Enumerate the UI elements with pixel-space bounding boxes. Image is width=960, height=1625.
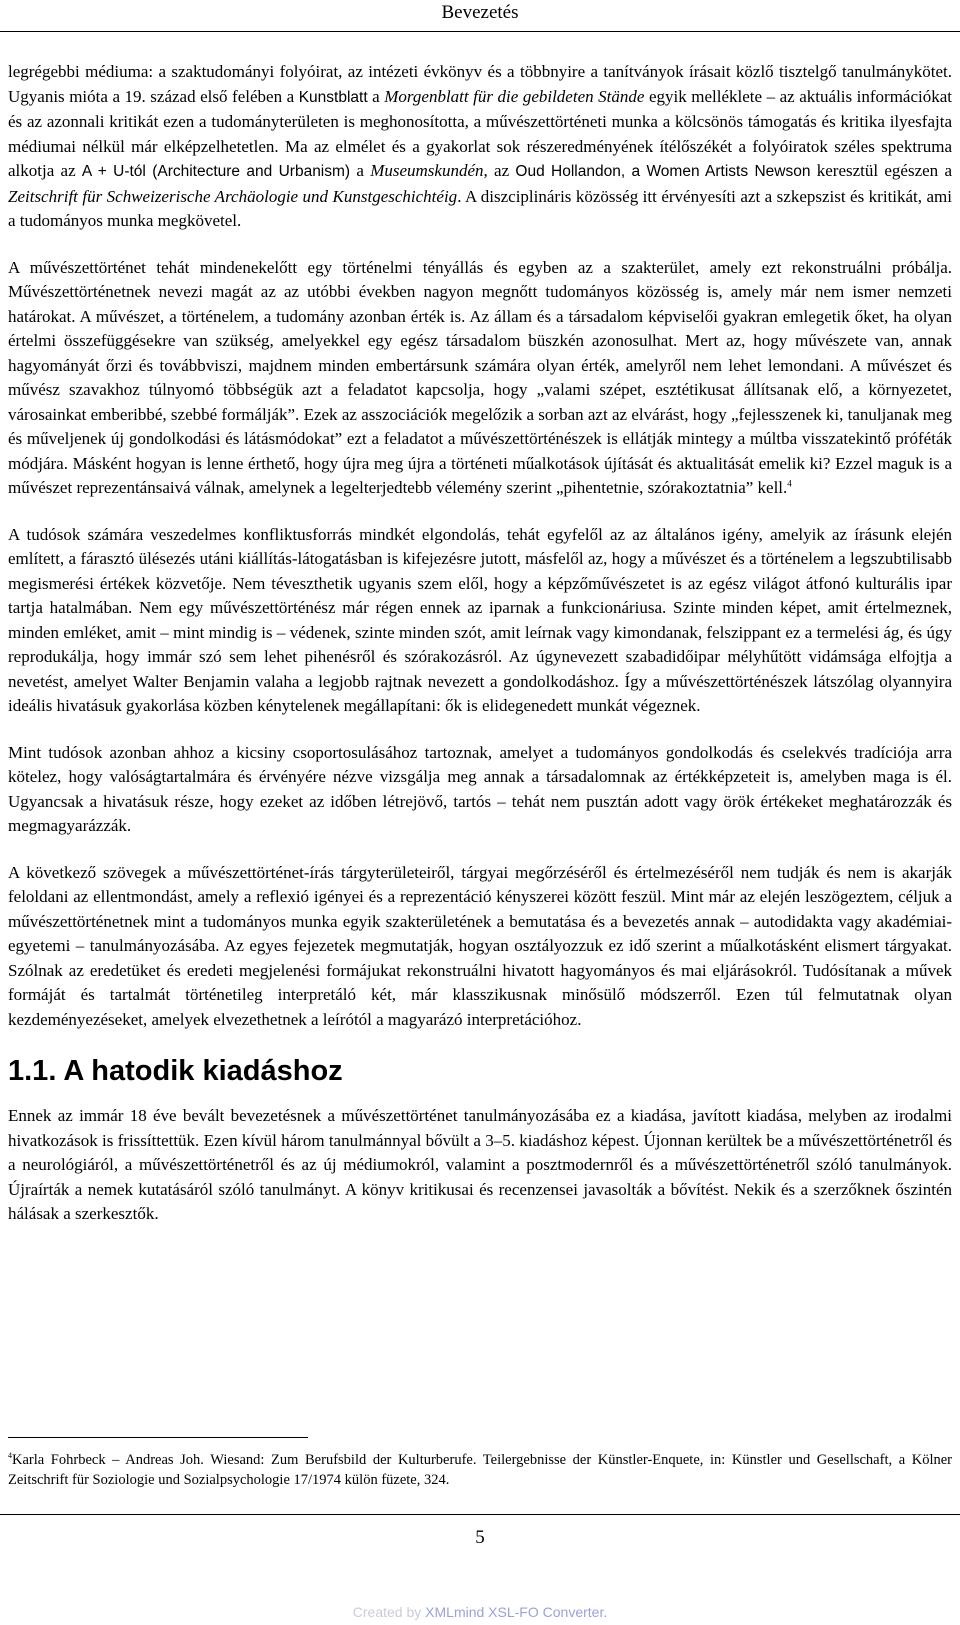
museumskunde-title: Museumskundén — [370, 161, 484, 180]
credit-link[interactable]: XMLmind XSL-FO Converter. — [425, 1604, 608, 1620]
footnote-reference[interactable]: 4 — [787, 478, 792, 489]
footnote-text: Karla Fohrbeck – Andreas Joh. Wiesand: Zum Berufsbild der Kulturberufe. Teilergebnisse der Künstler-Enquete, in: Künstler und Gesellschaft, a Kölner Zeitschrift für Soziologie und Sozialpsychologie 17/1974 külön füzete, 324. — [8, 1452, 952, 1488]
paragraph-1-text-d: a — [350, 161, 371, 180]
footer-divider — [0, 1514, 960, 1515]
header-divider — [0, 31, 960, 32]
page-body — [8, 60, 952, 1249]
zeitschrift-title: Zeitschrift für Schweizerische Archäologie und Kunstgeschichtéig — [8, 186, 458, 206]
footnote — [8, 1450, 952, 1490]
section-heading: 1.1. A hatodik kiadáshoz — [8, 1055, 343, 1087]
paragraph-3: A tudósok számára veszedelmes konfliktusforrás mindkét elgondolás, tehát egyfelől az az általános igény, amelyik az írásunk elején említett, a fárasztó ülésezés utáni kiállítás-látogatásban is kifejezésre jutott, másfelől az, hogy a művészet és a történelem a legszubtilisabb megismerési értékek közvetője. Nem téveszthetik ugyanis szem elől, hogy a képzőművészetet is az egész világot átfonó kulturális ipar tartja hatalmában. Nem egy művészettörténész már régen ennek az iparnak a funkcionáriusa. Szinte minden képet, amit értelmeznek, minden emléket, amit – mint mindig is – védenek, szinte minden szót, amit leírnak vagy kimondanak, felszippant ez a termelési ág, és úgy reprodukálja, hogy immár szó sem lehet pihenésről és szórakozásról. Az úgynevezett szabadidőipar mélyhűtött vidámsága elfojtja a nevetést, amelyet Walter Benjamin valaha a legjobb rajtnak nevezett a gondolkodáshoz. Így a művészettörténészek látszólag olyannyira ideális hivatásuk gyakorlása közben kénytelenek megállapítani: ők is elidegenedett munkát végeznek. — [8, 524, 952, 715]
running-header: Bevezetés — [441, 2, 519, 23]
oud-holland-title: Oud Hollandon, a Women Artists Newson — [515, 163, 811, 180]
paragraph-1-text-a: legrégebbi médiuma: a szaktudományi folyóirat, az intézeti évkönyv és a többnyire a tanítványok írásait közlő tisztelgő tanulmánykötet. Ugyanis mióta a 19. század első felében a — [8, 62, 952, 106]
kunstblatt-title: Kunstblatt — [298, 88, 368, 106]
paragraph-1-text-c: egyik melléklete – az aktuális információkat és az azonnali kritikát ezen a tudományterületen is meghonosította, a művészettörténeti munka a kölcsönös támogatás és kritika ilyesfajta médiumai nélkül már elképzelhetetlen. Ma az elmélet és a gyakorlat sok részeredményének ítélőszékét a folyóiratok széles spektruma alkotja az — [8, 86, 953, 180]
paragraph-1 — [8, 60, 952, 234]
paragraph-1-text-g: . A diszciplináris közösség itt érvényesíti azt a szkepszist és kritikát, ami a tudományos munka megkövetel. — [8, 186, 952, 230]
architecture-urbanism-title: A + U-tól (Architecture and Urbanism) — [81, 163, 351, 180]
paragraph-1-text-e: , az — [483, 161, 516, 180]
paragraph-2-text: A művészettörténet tehát mindenekelőtt egy történelmi tényállás és egyben az a szakterület, amely ezt rekonstruálni próbálja. Művészettörténetnek nevezi magát az az utóbbi években nagyon megnőtt tudományos közösség is, amely már nem ismer nemzeti határokat. A művészet, a történelem, a tudomány azonban érték is. Az állam és a társadalom képviselői gyakran emlegetik őket, ha olyan értelmi összefüggésekre van szükség, amelyekkel egy egész társadalom büszkén azonosulhat. Mert az, hogy művészete van, annak hagyományát őrzi és továbbviszi, majdnem minden embertársunk számára olyan érték, amelyről nem lehet lemondani. A művészet és művész szavakhoz túlnyomó többségük azt a feladatot kapcsolja, hogy „valami szépet, esztétikusat állítsanak elő, a környezetet, városainkat emberibbé, szebbé formálják”. Ezek az asszociációk megelőzik a sorban azt az elvárást, hogy „fejlesszenek ki, tanuljanak meg és műveljenek új gondolkodási és látásmódokat” ezt a feladatot a művészettörténészek is ellátják mintegy a múltba visszatekintő próféták módjára. Másként hogyan is lenne érthető, hogy újra meg újra a történeti műalkotások újítását és aktualitását emelik ki? Ezzel maguk is a művészet reprezentánsaivá válnak, amelynek a legelterjedtebb vélemény szerint „pihentetnie, szórakoztatnia” kell. — [8, 257, 952, 497]
section-paragraph: Ennek az immár 18 éve bevált bevezetésnek a művészettörténet tanulmányozásába ez a kiadása, javított kiadása, melyben az irodalmi hivatkozások is frissíttettük. Ezen kívül három tanulmánnyal bővült a 3–5. kiadáshoz képest. Újonnan kerültek be a művészettörténetről és a neurológiáról, a művészettörténetről és az új médiumokról, valamint a posztmodernről és a művészettörténetről szóló tanulmányok. Újraírták a nemek kutatásáról szóló tanulmányt. A könyv kritikusai és recenzensei javasolták a bővítést. Nekik és a szerzőknek őszintén hálásak a szerkesztők. — [8, 1106, 952, 1223]
paragraph-1-text-b: a — [367, 86, 385, 106]
page-number: 5 — [475, 1527, 485, 1548]
paragraph-2 — [8, 256, 952, 501]
footnote-divider — [8, 1437, 308, 1438]
footnote-number: 4 — [8, 1451, 12, 1461]
paragraph-4: Mint tudósok azonban ahhoz a kicsiny csoportosulásához tartoznak, amelyet a tudományos gondolkodás és cselekvés tradíciója arra kötelez, hogy valóságtartalmára és érvényére nézve vizsgálja meg annak a társadalomnak az értékképzeteit is, amelyben maga is él. Ugyancsak a hivatásuk része, hogy ezeket az időben létrejövő, tartós – tehát nem pusztán adott vagy örök értékeket meghatározzák és megmagyarázzák. — [8, 742, 952, 835]
morgenblatt-title: Morgenblatt für die gebildeten Stände — [384, 86, 645, 106]
paragraph-5: A következő szövegek a művészettörténet-írás tárgyterületeiről, tárgyai megőrzéséről és értelmezéséről nem tudják és nem is akarják feloldani az ellentmondást, amely a reflexió igényei és a reprezentáció kényszerei között feszül. Mint már az elején leszögeztem, céljuk a művészettörténetnek mint a tudományos munka egyik szakterületének a bemutatása és a bevezetés annak – autodidakta vagy akadémiai-egyetemi – tanulmányozásába. Az egyes fejezetek megmutatják, hogyan osztályozzuk ez idő szerint a műalkotásként elismert tárgyakat. Szólnak az eredetüket és eredeti megjelenési formájukat rekonstruálni hivatott hagyományos és mai eljárásokról. Tudósítanak a művek formáját és tartalmát történetileg interpretáló két, már klasszikusnak minősülő módszerről. Ezen túl felmutatnak olyan kezdeményezéseket, amelyek elvezethetnek a leírótól a magyarázó interpretációhoz. — [8, 862, 952, 1029]
paragraph-1-text-f: keresztül egészen a — [810, 161, 952, 180]
converter-credit — [0, 1603, 960, 1621]
credit-prefix: Created by — [352, 1604, 426, 1620]
